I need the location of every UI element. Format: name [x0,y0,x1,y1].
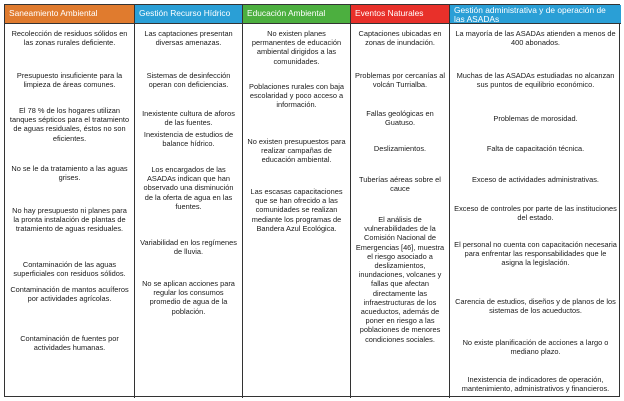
header-eventos-naturales: Eventos Naturales [351,5,450,24]
cell-item: El análisis de vulnerabilidades de la Comisión Nacional de Emergencias [46], muestra el riesgo asociado a deslizamientos, inundaciones, volcanes y fallas que afectan directamente las infraestructuras de los acueductos, además de poner en riesgo a las poblaciones de menores condiciones sociales. [355,215,445,344]
cell-item: Inexistencia de indicadores de operación, mantenimiento, administrativos y financieros. [461,375,610,394]
cell-item: El personal no cuenta con capacitación necesaria para enfrentar las responsabilidades que le asigna la legislación. [454,240,617,268]
header-gestion-recurso-hidrico: Gestión Recurso Hídrico [135,5,243,24]
issues-table [4,4,620,397]
column-educacion-ambiental [243,24,351,398]
column-eventos-naturales [351,24,450,398]
cell-item: No existen presupuestos para realizar campañas de educación ambiental. [247,137,346,165]
column-saneamiento-ambiental [5,24,135,398]
cell-item: No existen planes permanentes de educación ambiental dirigidos a las comunidades. [251,29,342,66]
cell-item: Inexistencia de estudios de balance hídrico. [143,130,234,149]
cell-item: Las escasas capacitaciones que se han ofrecido a las comunidades se realizan mediante los programas de Bandera Azul Ecológica. [250,187,343,233]
cell-item: Contaminación de las aguas superficiales con residuos sólidos. [13,260,126,279]
cell-item: No existe planificación de acciones a largo o mediano plazo. [462,338,609,357]
cell-item: Problemas por cercanías al volcán Turrialba. [355,71,445,90]
cell-item: Presupuesto insuficiente para la limpieza de áreas comunes. [16,71,123,90]
cell-item: Los encargados de las ASADAs indican que han observado una disminución de la oferta de agua en las fuentes. [143,165,234,211]
column-gestion-recurso-hidrico [135,24,243,398]
cell-item: Fallas geológicas en Guatuso. [366,109,434,128]
cell-item: Recolección de residuos sólidos en las zonas rurales deficiente. [11,29,128,48]
cell-item: No se le da tratamiento a las aguas grises. [11,164,128,183]
header-educacion-ambiental: Educación Ambiental [243,5,351,24]
cell-item: El 78 % de los hogares utilizan tanques sépticos para el tratamiento de aguas residuales, éstos no son eficientes. [9,106,130,143]
cell-item: Tuberías aéreas sobre el cauce [359,175,441,194]
cell-item: Problemas de morosidad. [493,114,578,123]
cell-item: Deslizamientos. [373,144,427,153]
cell-item: Sistemas de desinfección operan con deficiencias. [146,71,231,90]
cell-item: Muchas de las ASADAs estudiadas no alcanzan sus puntos de equilibrio económico. [456,71,615,90]
cell-item: Las captaciones presentan diversas amenazas. [144,29,233,48]
cell-item: Exceso de controles por parte de las instituciones del estado. [454,204,617,223]
cell-item: Carencia de estudios, diseños y de planos de los sistemas de los acueductos. [455,297,616,316]
cell-item: Captaciones ubicadas en zonas de inundación. [358,29,442,48]
cell-item: Poblaciones rurales con baja escolaridad y poco acceso a información. [249,82,344,110]
cell-item: Contaminación de mantos acuíferos por actividades agrícolas. [10,285,129,304]
cell-item: La mayoría de las ASADAs atienden a menos de 400 abonados. [455,29,616,48]
cell-item: Inexistente cultura de aforos de las fuentes. [142,109,235,128]
header-saneamiento-ambiental: Saneamiento Ambiental [5,5,135,24]
cell-item: No hay presupuesto ni planes para la pronta instalación de plantas de tratamiento de aguas residuales. [12,206,127,234]
cell-item: Contaminación de fuentes por actividades humanas. [20,334,119,353]
cell-item: No se aplican acciones para regular los consumos promedio de agua de la población. [142,279,235,316]
header-gestion-administrativa: Gestión administrativa y de operación de las ASADAs [450,5,621,24]
column-gestion-administrativa [450,24,621,398]
cell-item: Variabilidad en los regímenes de lluvia. [140,238,237,257]
cell-item: Falta de capacitación técnica. [486,144,585,153]
cell-item: Exceso de actividades administrativas. [472,175,599,184]
